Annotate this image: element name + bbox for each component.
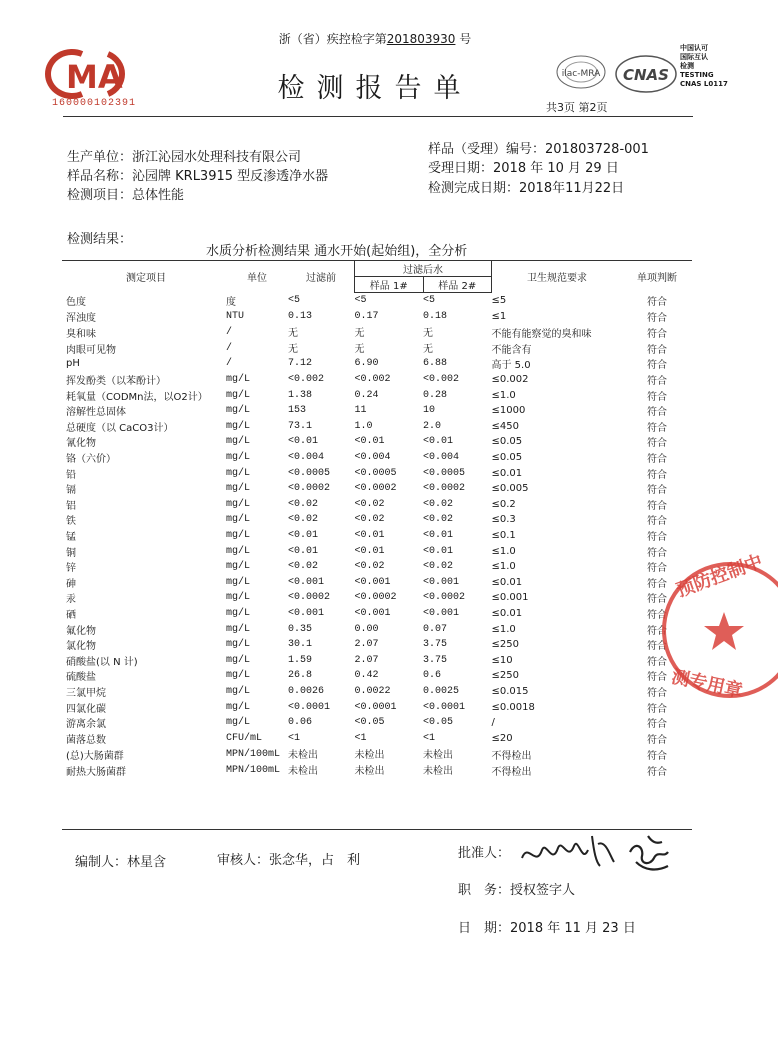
cell-unit: mg/L <box>226 670 251 682</box>
cell-verdict: 符合 <box>647 766 667 778</box>
cell-item: 浑浊度 <box>66 312 96 324</box>
cell-standard: ≤0.015 <box>491 685 529 697</box>
results-table <box>62 260 692 778</box>
cnas-logo-text: CNAS <box>623 66 669 84</box>
cell-verdict: 符合 <box>647 469 667 481</box>
stamp-text-top: 预防控制中 <box>673 551 766 602</box>
cell-item: 硒 <box>66 609 76 621</box>
cell-pre-filter: 0.0026 <box>288 685 325 697</box>
producer: 生产单位：浙江沁园水处理科技有限公司 <box>67 150 302 165</box>
cell-sample-2: 0.28 <box>423 389 448 401</box>
cell-verdict: 符合 <box>647 641 667 653</box>
cell-sample-1: 0.0022 <box>354 685 391 697</box>
reviewer: 审核人：张念华，占 利 <box>217 853 361 868</box>
cell-pre-filter: <0.02 <box>288 561 319 573</box>
cell-sample-1: <0.0002 <box>354 483 397 495</box>
cell-sample-1: <5 <box>354 295 367 307</box>
cell-standard: / <box>491 717 495 729</box>
cell-item: 铬（六价） <box>66 454 116 466</box>
cell-sample-2: <0.001 <box>423 607 460 619</box>
cell-item: 挥发酚类（以苯酚计） <box>66 376 166 388</box>
cell-pre-filter: 无 <box>288 329 298 341</box>
cell-sample-2: 3.75 <box>423 639 448 651</box>
cell-standard: 不能含有 <box>491 344 532 356</box>
cell-standard: ≤5 <box>491 295 507 307</box>
ilac-mra-logo <box>553 52 609 96</box>
cell-sample-1: <0.0001 <box>354 701 397 713</box>
cell-pre-filter: <0.01 <box>288 545 319 557</box>
cell-unit: NTU <box>226 310 245 322</box>
cell-sample-1: <0.05 <box>354 717 385 729</box>
cell-verdict: 符合 <box>647 376 667 388</box>
cell-standard: ≤1 <box>491 310 507 322</box>
cell-verdict: 符合 <box>647 344 667 356</box>
cell-sample-2: <0.05 <box>423 717 454 729</box>
cnas-logo <box>614 52 678 96</box>
cell-standard: ≤1.0 <box>491 545 516 557</box>
cell-pre-filter: 未检出 <box>288 751 318 763</box>
table-row <box>62 606 692 622</box>
cell-pre-filter: 未检出 <box>288 767 318 779</box>
results-table-body <box>62 293 692 779</box>
cell-sample-2: 10 <box>423 405 436 417</box>
table-row <box>62 621 692 637</box>
cell-verdict: 符合 <box>647 734 667 746</box>
cell-standard: 不能有能察觉的臭和味 <box>491 328 592 340</box>
sample-name: 样品名称：沁园牌 KRL3915 型反渗透净水器 <box>67 169 329 184</box>
cell-sample-2: <0.01 <box>423 530 454 542</box>
table-row <box>62 309 692 325</box>
cell-pre-filter: 无 <box>288 345 298 357</box>
cell-item: 铝 <box>66 500 76 512</box>
cell-sample-1: <0.0005 <box>354 467 397 479</box>
cnas-line: TESTING <box>680 71 714 79</box>
cell-unit: MPN/100mL <box>226 764 281 776</box>
receive-date: 受理日期：2018 年 10 月 29 日 <box>428 161 619 176</box>
cell-unit: mg/L <box>226 592 251 604</box>
cell-pre-filter: <0.02 <box>288 498 319 510</box>
cell-item: 四氯化碳 <box>66 703 106 715</box>
cell-sample-1: <0.004 <box>354 452 391 464</box>
cell-standard: 不得检出 <box>491 766 532 778</box>
cell-sample-1: 未检出 <box>354 767 385 779</box>
report-number-line <box>0 30 750 47</box>
cell-pre-filter: 1.59 <box>288 654 313 666</box>
cell-unit: mg/L <box>226 530 251 542</box>
cell-standard: ≤0.05 <box>491 452 523 464</box>
cell-pre-filter: <0.004 <box>288 452 325 464</box>
ilac-mra-text: ilac-MRA <box>561 69 601 79</box>
cell-pre-filter: 73.1 <box>288 420 313 432</box>
table-row <box>62 419 692 435</box>
cell-sample-2: <0.002 <box>423 374 460 386</box>
header-item: 测定项目 <box>62 261 226 293</box>
cell-pre-filter: <0.001 <box>288 607 325 619</box>
cell-verdict: 符合 <box>647 656 667 668</box>
cell-sample-1: 11 <box>354 405 367 417</box>
cell-unit: mg/L <box>226 561 251 573</box>
cell-verdict: 符合 <box>647 719 667 731</box>
header-verdict: 单项判断 <box>622 261 692 293</box>
cell-verdict: 符合 <box>647 516 667 528</box>
official-stamp <box>658 551 778 703</box>
cell-sample-2: <5 <box>423 295 436 307</box>
cell-sample-1: <0.0002 <box>354 592 397 604</box>
cell-item: 镉 <box>66 485 76 497</box>
cell-pre-filter: <0.01 <box>288 530 319 542</box>
cell-standard: ≤1.0 <box>491 389 516 401</box>
cell-unit: mg/L <box>226 685 251 697</box>
cell-pre-filter: <0.0005 <box>288 467 331 479</box>
cell-unit: mg/L <box>226 717 251 729</box>
cell-verdict: 符合 <box>647 625 667 637</box>
cell-verdict: 符合 <box>647 422 667 434</box>
cell-item: 汞 <box>66 594 76 606</box>
cell-unit: 度 <box>226 297 236 309</box>
table-row <box>62 450 692 466</box>
table-row <box>62 528 692 544</box>
complete-date: 检测完成日期：2018年11月22日 <box>428 181 625 196</box>
table-row <box>62 652 692 668</box>
cell-item: pH <box>66 358 80 370</box>
table-row <box>62 762 692 778</box>
cell-pre-filter: 153 <box>288 405 307 417</box>
cell-unit: MPN/100mL <box>226 748 281 760</box>
cell-sample-2: 0.07 <box>423 623 448 635</box>
cell-sample-2: <0.0002 <box>423 592 466 604</box>
cell-sample-2: <0.01 <box>423 545 454 557</box>
page-title: 检测报告单 <box>277 73 473 104</box>
cnas-line: 国际互认 <box>680 53 708 61</box>
cell-verdict: 符合 <box>647 578 667 590</box>
cell-standard: ≤1000 <box>491 405 526 417</box>
cell-sample-2: 未检出 <box>423 767 453 779</box>
report-number-prefix: 浙（省）疾控检字第 <box>278 32 387 46</box>
cell-unit: mg/L <box>226 545 251 557</box>
approver-position: 职 务：授权签字人 <box>458 883 576 898</box>
cell-item: 氰化物 <box>66 438 96 450</box>
cell-sample-1: 无 <box>354 329 365 341</box>
cell-verdict: 符合 <box>647 454 667 466</box>
table-row <box>62 684 692 700</box>
cell-unit: CFU/mL <box>226 732 263 744</box>
cell-pre-filter: <0.0002 <box>288 592 331 604</box>
cell-verdict: 符合 <box>647 750 667 762</box>
cell-sample-2: <1 <box>423 732 436 744</box>
table-row <box>62 559 692 575</box>
table-row <box>62 497 692 513</box>
cell-standard: ≤1.0 <box>491 623 516 635</box>
table-row <box>62 668 692 684</box>
cell-pre-filter: <5 <box>288 295 301 307</box>
cell-unit: mg/L <box>226 374 251 386</box>
cnas-line: 检测 <box>680 62 694 70</box>
cell-standard: ≤0.002 <box>491 374 529 386</box>
cell-sample-2: <0.02 <box>423 498 454 510</box>
cell-sample-2: 无 <box>423 329 433 341</box>
cell-item: 铅 <box>66 469 76 481</box>
table-row <box>62 465 692 481</box>
table-row <box>62 372 692 388</box>
cell-pre-filter: 7.12 <box>288 358 313 370</box>
cell-pre-filter: 1.38 <box>288 389 313 401</box>
header-sample-2: 样品 2# <box>423 277 492 293</box>
cell-item: 铁 <box>66 516 76 528</box>
cell-pre-filter: <0.0002 <box>288 483 331 495</box>
cell-verdict: 符合 <box>647 485 667 497</box>
cell-unit: mg/L <box>226 654 251 666</box>
cell-verdict: 符合 <box>647 703 667 715</box>
cell-sample-1: <0.001 <box>354 607 391 619</box>
cell-pre-filter: 30.1 <box>288 639 313 651</box>
cell-item: 色度 <box>66 297 86 309</box>
editor: 编制人：林星含 <box>75 855 167 870</box>
cell-item: 硝酸盐(以 N 计) <box>66 656 138 668</box>
cell-standard: ≤250 <box>491 639 519 651</box>
cell-sample-2: <0.0002 <box>423 483 466 495</box>
cell-sample-1: <1 <box>354 732 367 744</box>
cell-sample-1: <0.001 <box>354 576 391 588</box>
cell-standard: ≤10 <box>491 654 513 666</box>
table-row <box>62 715 692 731</box>
cell-standard: ≤0.01 <box>491 607 523 619</box>
cell-pre-filter: <0.002 <box>288 374 325 386</box>
table-row <box>62 730 692 746</box>
approver-signature <box>518 822 678 882</box>
cell-unit: mg/L <box>226 436 251 448</box>
cell-standard: ≤250 <box>491 670 519 682</box>
cell-unit: mg/L <box>226 452 251 464</box>
cell-sample-1: <0.01 <box>354 545 385 557</box>
cell-item: 氟化物 <box>66 625 96 637</box>
cell-verdict: 符合 <box>647 328 667 340</box>
cma-logo-text: MA <box>66 58 123 96</box>
cell-sample-1: 0.00 <box>354 623 379 635</box>
cell-item: 耐热大肠菌群 <box>66 766 126 778</box>
cell-unit: mg/L <box>226 498 251 510</box>
cell-verdict: 符合 <box>647 532 667 544</box>
cell-unit: mg/L <box>226 576 251 588</box>
cell-sample-1: 0.42 <box>354 670 379 682</box>
table-row <box>62 746 692 762</box>
cell-sample-2: 0.6 <box>423 670 442 682</box>
header-post-filter: 过滤后水 <box>355 261 492 277</box>
cell-verdict: 符合 <box>647 563 667 575</box>
stamp-text-bottom: 测专用章 <box>669 666 745 703</box>
table-row <box>62 512 692 528</box>
cell-verdict: 符合 <box>647 547 667 559</box>
cell-unit: mg/L <box>226 420 251 432</box>
header-sample-1: 样品 1# <box>355 277 424 293</box>
cell-sample-1: 0.24 <box>354 389 379 401</box>
table-row <box>62 293 692 309</box>
cell-standard: ≤0.01 <box>491 576 523 588</box>
table-row <box>62 590 692 606</box>
table-row <box>62 637 692 653</box>
cell-unit: mg/L <box>226 639 251 651</box>
cell-item: 硫酸盐 <box>66 672 96 684</box>
cell-sample-2: <0.02 <box>423 514 454 526</box>
cell-sample-2: 3.75 <box>423 654 448 666</box>
cell-standard: ≤1.0 <box>491 561 516 573</box>
cell-standard: ≤450 <box>491 420 519 432</box>
table-row <box>62 324 692 340</box>
cell-unit: / <box>226 326 233 338</box>
cell-pre-filter: 26.8 <box>288 670 313 682</box>
cell-item: 肉眼可见物 <box>66 344 116 356</box>
table-row <box>62 340 692 356</box>
cell-sample-1: 0.17 <box>354 310 379 322</box>
cell-verdict: 符合 <box>647 297 667 309</box>
cell-unit: mg/L <box>226 405 251 417</box>
cell-pre-filter: 0.13 <box>288 310 313 322</box>
cell-unit: mg/L <box>226 514 251 526</box>
cell-verdict: 符合 <box>647 360 667 372</box>
cell-standard: ≤20 <box>491 732 513 744</box>
cell-item: 臭和味 <box>66 328 96 340</box>
cell-item: 砷 <box>66 578 76 590</box>
cell-sample-2: 0.18 <box>423 310 448 322</box>
cell-sample-1: <0.02 <box>354 561 385 573</box>
cell-item: 耗氧量（CODMn法，以O2计） <box>66 391 208 403</box>
cell-verdict: 符合 <box>647 594 667 606</box>
cell-standard: ≤0.3 <box>491 514 516 526</box>
header-rule <box>63 116 693 117</box>
cell-standard: ≤0.005 <box>491 483 529 495</box>
cell-verdict: 符合 <box>647 438 667 450</box>
cell-verdict: 符合 <box>647 312 667 324</box>
approver-label: 批准人： <box>458 846 511 861</box>
cell-unit: / <box>226 358 233 370</box>
cell-standard: ≤0.2 <box>491 498 516 510</box>
test-item: 检测项目：总体性能 <box>67 188 185 203</box>
table-row <box>62 387 692 403</box>
cell-standard: 高于 5.0 <box>491 360 531 372</box>
cell-standard: ≤0.0018 <box>491 701 535 713</box>
results-label: 检测结果： <box>67 232 133 247</box>
cell-sample-2: 未检出 <box>423 751 453 763</box>
cell-verdict: 符合 <box>647 672 667 684</box>
cell-standard: ≤0.05 <box>491 436 523 448</box>
cell-verdict: 符合 <box>647 500 667 512</box>
cell-verdict: 符合 <box>647 687 667 699</box>
cell-item: 铜 <box>66 547 76 559</box>
cell-sample-2: 无 <box>423 345 433 357</box>
cell-unit: mg/L <box>226 701 251 713</box>
cell-unit: / <box>226 342 233 354</box>
cell-standard: ≤0.001 <box>491 592 529 604</box>
table-row <box>62 543 692 559</box>
sample-number: 样品（受理）编号：201803728-001 <box>428 142 649 157</box>
cell-pre-filter: <0.0001 <box>288 701 331 713</box>
cell-item: 三氯甲烷 <box>66 687 106 699</box>
cnas-line: CNAS L0117 <box>680 80 728 88</box>
cell-standard: ≤0.01 <box>491 467 523 479</box>
cell-sample-2: <0.0005 <box>423 467 466 479</box>
cell-verdict: 符合 <box>647 407 667 419</box>
cnas-info <box>680 44 728 89</box>
cell-sample-1: <0.002 <box>354 374 391 386</box>
cell-sample-1: <0.02 <box>354 514 385 526</box>
cnas-line: 中国认可 <box>680 44 708 52</box>
cell-standard: 不得检出 <box>491 750 532 762</box>
cell-pre-filter: <0.001 <box>288 576 325 588</box>
table-row <box>62 699 692 715</box>
cell-item: 锰 <box>66 532 76 544</box>
cell-item: 溶解性总固体 <box>66 407 126 419</box>
cell-sample-1: 2.07 <box>354 639 379 651</box>
header-pre-filter: 过滤前 <box>288 261 355 293</box>
results-table-title: 水质分析检测结果 通水开始(起始组)，全分析 <box>206 244 468 259</box>
cell-pre-filter: <1 <box>288 732 301 744</box>
cell-sample-2: 6.88 <box>423 358 448 370</box>
cell-unit: mg/L <box>226 467 251 479</box>
cell-unit: mg/L <box>226 623 251 635</box>
cell-sample-1: <0.01 <box>354 530 385 542</box>
cell-sample-2: 0.0025 <box>423 685 460 697</box>
table-row <box>62 575 692 591</box>
cell-sample-1: 1.0 <box>354 420 373 432</box>
page-count: 共3页 第2页 <box>546 101 608 114</box>
cell-verdict: 符合 <box>647 391 667 403</box>
cell-item: 游离余氯 <box>66 719 106 731</box>
cell-pre-filter: <0.01 <box>288 436 319 448</box>
cell-unit: mg/L <box>226 389 251 401</box>
cell-pre-filter: <0.02 <box>288 514 319 526</box>
table-row <box>62 434 692 450</box>
cell-item: 氯化物 <box>66 641 96 653</box>
table-row <box>62 403 692 419</box>
cell-sample-1: 未检出 <box>354 751 385 763</box>
report-number-value: 201803930 <box>386 32 456 46</box>
cell-pre-filter: 0.35 <box>288 623 313 635</box>
cell-unit: mg/L <box>226 607 251 619</box>
cell-item: 总硬度（以 CaCO3计） <box>66 422 174 434</box>
approval-date: 日 期：2018 年 11 月 23 日 <box>458 921 636 936</box>
cell-sample-1: 无 <box>354 345 365 357</box>
report-number-suffix: 号 <box>459 32 472 46</box>
table-row <box>62 356 692 372</box>
cell-sample-1: <0.02 <box>354 498 385 510</box>
header-unit: 单位 <box>226 261 288 293</box>
table-row <box>62 481 692 497</box>
cell-item: 菌落总数 <box>66 734 106 746</box>
cell-sample-2: <0.001 <box>423 576 460 588</box>
header-standard: 卫生规范要求 <box>492 261 623 293</box>
cell-sample-1: 2.07 <box>354 654 379 666</box>
cell-pre-filter: 0.06 <box>288 717 313 729</box>
cell-standard: ≤0.1 <box>491 530 516 542</box>
cell-sample-1: 6.90 <box>354 358 379 370</box>
cell-verdict: 符合 <box>647 609 667 621</box>
cell-item: 锌 <box>66 563 76 575</box>
cell-sample-2: 2.0 <box>423 420 442 432</box>
cell-sample-2: <0.0001 <box>423 701 466 713</box>
cma-number: 160000102391 <box>51 98 136 109</box>
cell-unit: mg/L <box>226 483 251 495</box>
cell-sample-2: <0.02 <box>423 561 454 573</box>
cell-item: (总)大肠菌群 <box>66 750 124 762</box>
cell-sample-1: <0.01 <box>354 436 385 448</box>
cell-sample-2: <0.01 <box>423 436 454 448</box>
cell-sample-2: <0.004 <box>423 452 460 464</box>
